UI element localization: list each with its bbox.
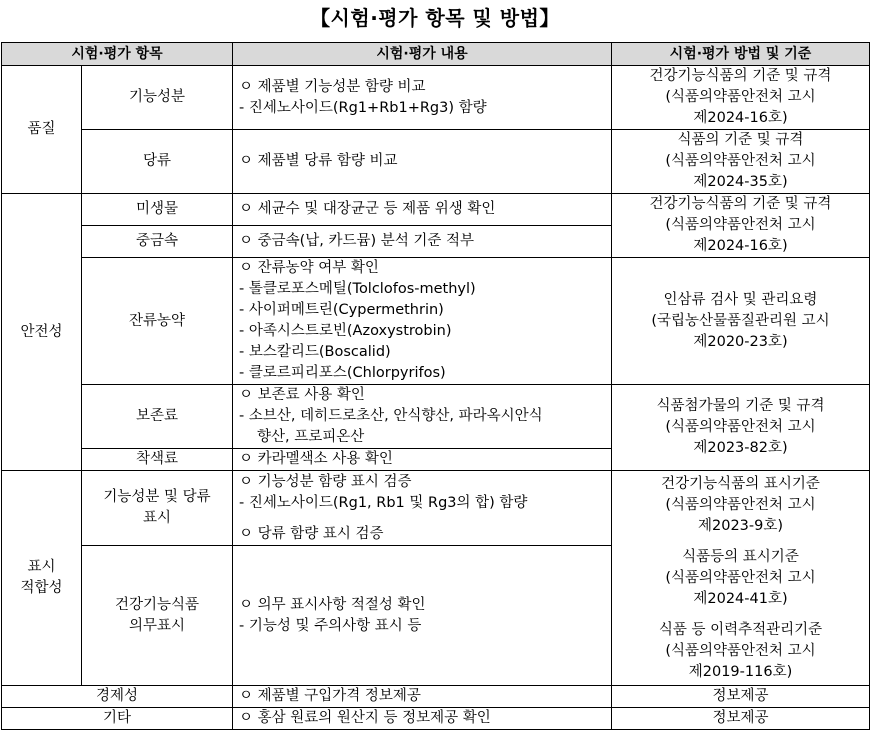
sub-functional: 기능성분	[82, 66, 233, 130]
table-row	[2, 471, 870, 546]
table-row	[2, 708, 870, 730]
content-economy: ㅇ 제품별 구입가격 정보제공	[233, 686, 612, 708]
method-sugar: 식품의 기준 및 규격 (식품의약품안전처 고시 제2024-35호)	[612, 130, 870, 194]
content-color: ㅇ 카라멜색소 사용 확인	[233, 449, 612, 471]
method-additive: 식품첨가물의 기준 및 규격 (식품의약품안전처 고시 제2023-82호)	[612, 385, 870, 471]
content-heavy: ㅇ 중금속(납, 카드뮴) 분석 기준 적부	[233, 226, 612, 258]
content-microbe: ㅇ 세균수 및 대장균군 등 제품 위생 확인	[233, 194, 612, 226]
page-title: 【시험·평가 항목 및 방법】	[310, 6, 560, 30]
content-other: ㅇ 홍삼 원료의 원산지 등 정보제공 확인	[233, 708, 612, 730]
category-quality: 품질	[2, 66, 82, 194]
content-preservative: ㅇ 보존료 사용 확인 - 소브산, 데히드로초산, 안식향산, 파라옥시안식 향산, 프로피온산	[233, 385, 612, 449]
content-functional: ㅇ 제품별 기능성분 함량 비교 - 진세노사이드(Rg1+Rb1+Rg3) 함량	[233, 66, 612, 130]
method-labeling: 건강기능식품의 표시기준 (식품의약품안전처 고시 제2023-9호) 식품등의 표시기준 (식품의약품안전처 고시 제2024-41호) 식품 등 이력추적관리기준 (식품의약품안전처 고시 제2019-116호)	[612, 471, 870, 686]
header-content: 시험·평가 내용	[233, 43, 612, 66]
content-sugar: ㅇ 제품별 당류 함량 비교	[233, 130, 612, 194]
method-functional: 건강기능식품의 기준 및 규격 (식품의약품안전처 고시 제2024-16호)	[612, 66, 870, 130]
method-economy: 정보제공	[612, 686, 870, 708]
content-label-mand: ㅇ 의무 표시사항 적절성 확인 - 기능성 및 주의사항 표시 등	[233, 546, 612, 686]
sub-color: 착색료	[82, 449, 233, 471]
table-row	[2, 66, 870, 130]
content-pesticide: ㅇ 잔류농약 여부 확인 - 톨클로포스메틸(Tolclofos-methyl) - 사이퍼메트린(Cypermethrin) - 아족시스트로빈(Azoxystrobin) - 보스칼리드(Boscalid) - 클로르피리포스(Chlorpyrifos)	[233, 258, 612, 385]
table-row	[2, 194, 870, 226]
method-safety: 건강기능식품의 기준 및 규격 (식품의약품안전처 고시 제2024-16호)	[612, 194, 870, 258]
sub-label-func: 기능성분 및 당류 표시	[82, 471, 233, 546]
category-safety: 안전성	[2, 194, 82, 471]
table-row	[2, 686, 870, 708]
category-labeling: 표시 적합성	[2, 471, 82, 686]
method-pesticide: 인삼류 검사 및 관리요령 (국립농산물품질관리원 고시 제2020-23호)	[612, 258, 870, 385]
content-label-func: ㅇ 기능성분 함량 표시 검증 - 진세노사이드(Rg1, Rb1 및 Rg3의 합) 함량 ㅇ 당류 함량 표시 검증	[233, 471, 612, 546]
sub-heavy: 중금속	[82, 226, 233, 258]
test-items-table	[1, 42, 870, 730]
header-row	[2, 43, 870, 66]
table-row	[2, 385, 870, 449]
sub-preservative: 보존료	[82, 385, 233, 449]
method-other: 정보제공	[612, 708, 870, 730]
header-item: 시험·평가 항목	[2, 43, 233, 66]
table-row	[2, 258, 870, 385]
category-other: 기타	[2, 708, 233, 730]
sub-microbe: 미생물	[82, 194, 233, 226]
category-economy: 경제성	[2, 686, 233, 708]
header-method: 시험·평가 방법 및 기준	[612, 43, 870, 66]
sub-label-mand: 건강기능식품 의무표시	[82, 546, 233, 686]
sub-pesticide: 잔류농약	[82, 258, 233, 385]
table-row	[2, 130, 870, 194]
sub-sugar: 당류	[82, 130, 233, 194]
